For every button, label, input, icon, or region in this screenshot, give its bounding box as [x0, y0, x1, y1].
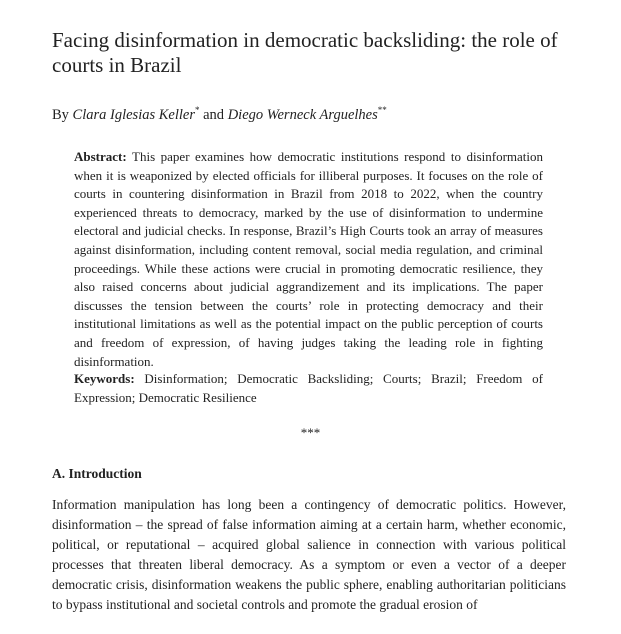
section-separator: ***	[300, 425, 321, 440]
body-paragraph: Information manipulation has long been a contingency of democratic politics. However, disinformation – the spread of false information aiming at a certain harm, whether economic, political, or reputational – acquired global salience in connection with various political processes that threaten liberal democracy. As a symptom or even a vector of a deeper democratic crisis, disinformation weakens the public sphere, enabling authoritarian politicians to bypass institutional and societal controls and promote the gradual erosion of	[52, 497, 566, 612]
author-2-footnote-mark[interactable]: **	[377, 105, 387, 116]
abstract-text: This paper examines how democratic institutions respond to disinformation when it is weaponized by elected officials for illiberal purposes. It focuses on the role of courts in countering disinformation in Brazil from 2018 to 2022, when the country experienced threats to democracy, marked by the use of disinformation to undermine electoral and judicial checks. In response, Brazil’s High Courts took an array of measures against disinformation, including content removal, social media regulation, and criminal proceedings. While these actions were crucial in promoting democratic resilience, they also raised concerns about judicial aggrandizement and its implications. The paper discusses the tension between the courts’ role in protecting democracy and their institutional limitations as well as the potential impact on the public perception of courts and freedom of expression, of having judges taking the leading role in fighting disinformation.	[74, 149, 544, 369]
author-1-footnote-mark[interactable]: *	[195, 105, 200, 116]
author-1: Clara Iglesias Keller	[72, 107, 195, 123]
section-heading: A. Introduction	[52, 466, 142, 481]
abstract	[74, 148, 543, 371]
keywords	[74, 370, 543, 407]
author-byline	[52, 105, 387, 125]
byline-prefix: By	[52, 107, 69, 123]
byline-conjunction: and	[203, 107, 225, 123]
paper-title: Facing disinformation in democratic backsliding: the role of courts in Brazil	[52, 28, 558, 77]
author-2: Diego Werneck Arguelhes	[227, 107, 378, 123]
keywords-text: Disinformation; Democratic Backsliding; Courts; Brazil; Freedom of Expression; Democratic Resilience	[74, 371, 543, 405]
abstract-label: Abstract:	[74, 149, 127, 164]
keywords-label: Keywords:	[74, 371, 135, 386]
